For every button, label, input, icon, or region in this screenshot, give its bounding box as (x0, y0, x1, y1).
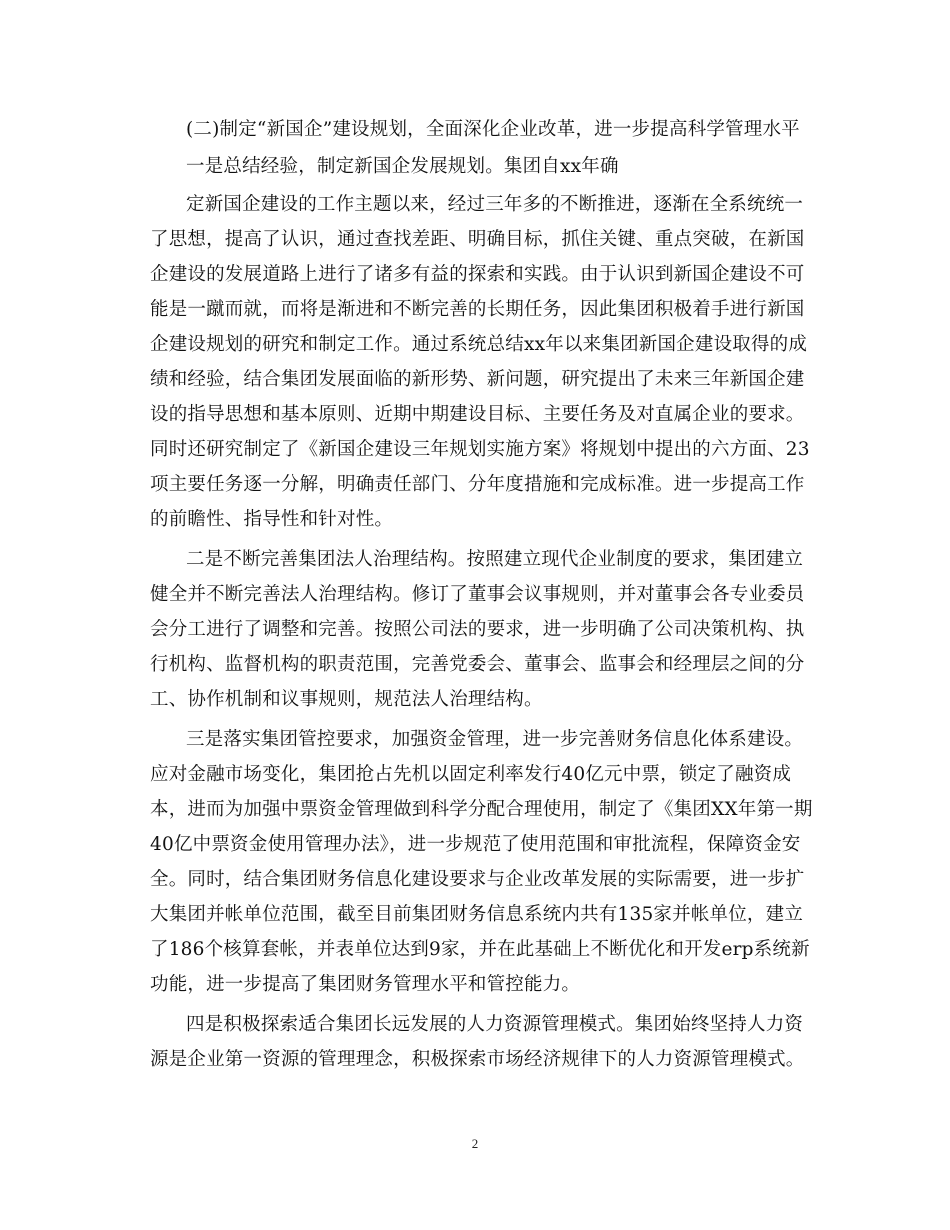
paragraph-line: 大集团并帐单位范围，截至目前集团财务信息系统内共有135家并帐单位，建立 (150, 904, 804, 925)
paragraph-line: 项主要任务逐一分解，明确责任部门、分年度措施和完成标准。进一步提高工作 (150, 474, 805, 495)
paragraph-line: 工、协作机制和议事规则，规范法人治理结构。 (150, 689, 543, 710)
section-heading: (二)制定“新国企”建设规划，全面深化企业改革，进一步提高科学管理水平 (186, 119, 800, 140)
paragraph-line: 健全并不断完善法人治理结构。修订了董事会议事规则，并对董事会各专业委员 (150, 584, 805, 605)
page-number: 2 (471, 1136, 479, 1151)
paragraph-line: 企建设的发展道路上进行了诸多有益的探索和实践。由于认识到新国企建设不可 (150, 264, 805, 285)
paragraph-line: 了186个核算套帐，并表单位达到9家，并在此基础上不断优化和开发erp系统新 (150, 939, 810, 960)
paragraph-line: 本，进而为加强中票资金管理做到科学分配合理使用，制定了《集团XX年第一期 (150, 799, 813, 820)
paragraph-line: 了思想，提高了认识，通过查找差距、明确目标，抓住关键、重点突破，在新国 (150, 229, 805, 250)
paragraph-line: 设的指导思想和基本原则、近期中期建设目标、主要任务及对直属企业的要求。 (150, 404, 805, 425)
paragraph-line: 绩和经验，结合集团发展面临的新形势、新问题，研究提出了未来三年新国企建 (150, 369, 805, 390)
paragraph-line: 源是企业第一资源的管理理念，积极探索市场经济规律下的人力资源管理模式。 (150, 1049, 805, 1070)
paragraph-line: 功能，进一步提高了集团财务管理水平和管控能力。 (150, 974, 581, 995)
paragraph-line: 40亿中票资金使用管理办法》，进一步规范了使用范围和审批流程，保障资金安 (150, 834, 801, 855)
paragraph-line: 四是积极探索适合集团长远发展的人力资源管理模式。集团始终坚持人力资 (186, 1014, 804, 1035)
paragraph-line: 的前瞻性、指导性和针对性。 (150, 509, 394, 530)
paragraph-line: 会分工进行了调整和完善。按照公司法的要求，进一步明确了公司决策机构、执 (150, 619, 805, 640)
paragraph-line: 行机构、监督机构的职责范围，完善党委会、董事会、监事会和经理层之间的分 (150, 654, 805, 675)
paragraph-line: 一是总结经验，制定新国企发展规划。集团自xx年确 (186, 156, 619, 177)
paragraph-line: 能是一蹴而就，而将是渐进和不断完善的长期任务，因此集团积极着手进行新国 (150, 299, 805, 320)
paragraph-line: 二是不断完善集团法人治理结构。按照建立现代企业制度的要求，集团建立 (186, 549, 804, 570)
paragraph-line: 全。同时，结合集团财务信息化建设要求与企业改革发展的实际需要，进一步扩 (150, 869, 805, 890)
paragraph-line: 定新国企建设的工作主题以来，经过三年多的不断推进，逐渐在全系统统一 (186, 194, 804, 215)
paragraph-line: 企建设规划的研究和制定工作。通过系统总结xx年以来集团新国企建设取得的成 (150, 334, 808, 355)
paragraph-line: 同时还研究制定了《新国企建设三年规划实施方案》将规划中提出的六方面、23 (150, 439, 810, 460)
paragraph-line: 应对金融市场变化，集团抢占先机以固定利率发行40亿元中票，锁定了融资成 (150, 764, 792, 785)
paragraph-line: 三是落实集团管控要求，加强资金管理，进一步完善财务信息化体系建设。 (186, 729, 804, 750)
